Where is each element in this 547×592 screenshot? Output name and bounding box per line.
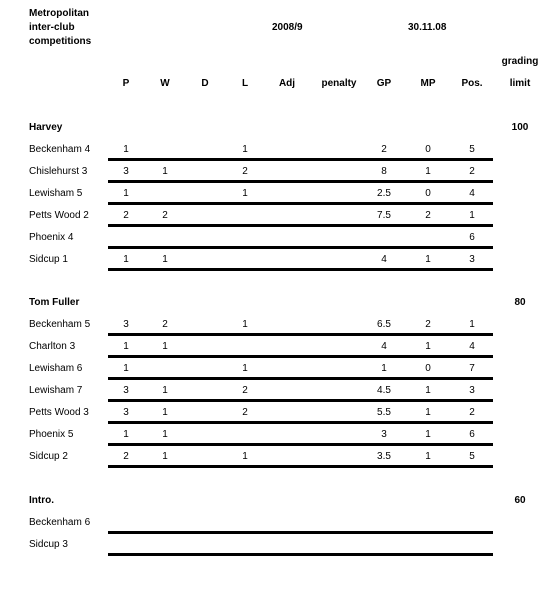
season-label: 2008/9	[272, 22, 303, 33]
title-line-1: Metropolitan	[29, 8, 89, 19]
cell-l: 1	[242, 319, 248, 330]
team-name: Lewisham 6	[29, 363, 83, 374]
column-header-w: W	[160, 78, 170, 89]
cell-pos: 6	[469, 429, 475, 440]
cell-mp: 0	[425, 188, 431, 199]
row-divider	[108, 224, 493, 227]
cell-gp: 5.5	[377, 407, 391, 418]
row-divider	[108, 158, 493, 161]
title-line-2: inter-club	[29, 22, 75, 33]
cell-pos: 5	[469, 144, 475, 155]
team-name: Charlton 3	[29, 341, 76, 352]
cell-p: 1	[123, 363, 129, 374]
cell-p: 1	[123, 254, 129, 265]
cell-pos: 5	[469, 451, 475, 462]
cell-gp: 3	[381, 429, 387, 440]
row-divider	[108, 443, 493, 446]
column-header-pos: Pos.	[461, 78, 483, 89]
cell-p: 2	[123, 210, 129, 221]
team-name: Lewisham 7	[29, 385, 83, 396]
grading-limit: 80	[514, 297, 526, 308]
cell-p: 1	[123, 188, 129, 199]
grading-limit: 60	[514, 495, 526, 506]
column-header-d: D	[201, 78, 209, 89]
row-divider	[108, 355, 493, 358]
cell-mp: 0	[425, 363, 431, 374]
cell-l: 1	[242, 451, 248, 462]
team-name: Beckenham 4	[29, 144, 91, 155]
row-divider	[108, 465, 493, 468]
row-divider	[108, 399, 493, 402]
grading-limit: 100	[511, 122, 529, 133]
team-name: Phoenix 4	[29, 232, 74, 243]
title-line-3: competitions	[29, 36, 92, 47]
team-name: Sidcup 2	[29, 451, 68, 462]
cell-p: 3	[123, 407, 129, 418]
cell-mp: 1	[425, 451, 431, 462]
cell-mp: 2	[425, 210, 431, 221]
cell-w: 1	[162, 451, 168, 462]
cell-pos: 3	[469, 254, 475, 265]
cell-w: 1	[162, 407, 168, 418]
cell-pos: 1	[469, 210, 475, 221]
team-name: Beckenham 6	[29, 517, 91, 528]
row-divider	[108, 553, 493, 556]
cell-pos: 1	[469, 319, 475, 330]
cell-gp: 2.5	[377, 188, 391, 199]
cell-p: 3	[123, 385, 129, 396]
column-header-p: P	[122, 78, 130, 89]
cell-gp: 4.5	[377, 385, 391, 396]
cell-l: 1	[242, 188, 248, 199]
cell-gp: 3.5	[377, 451, 391, 462]
cell-mp: 1	[425, 254, 431, 265]
row-divider	[108, 246, 493, 249]
cell-l: 1	[242, 144, 248, 155]
team-name: Chislehurst 3	[29, 166, 88, 177]
cell-pos: 4	[469, 188, 475, 199]
team-name: Phoenix 5	[29, 429, 74, 440]
cell-gp: 8	[381, 166, 387, 177]
cell-l: 2	[242, 385, 248, 396]
cell-pos: 2	[469, 166, 475, 177]
row-divider	[108, 377, 493, 380]
team-name: Petts Wood 3	[29, 407, 89, 418]
cell-gp: 1	[381, 363, 387, 374]
cell-gp: 4	[381, 254, 387, 265]
section-title: Harvey	[29, 122, 63, 133]
cell-pos: 4	[469, 341, 475, 352]
cell-pos: 3	[469, 385, 475, 396]
cell-p: 1	[123, 429, 129, 440]
cell-w: 1	[162, 254, 168, 265]
cell-p: 1	[123, 341, 129, 352]
row-divider	[108, 421, 493, 424]
cell-pos: 7	[469, 363, 475, 374]
cell-mp: 1	[425, 341, 431, 352]
row-divider	[108, 268, 493, 271]
cell-mp: 1	[425, 407, 431, 418]
cell-w: 2	[162, 319, 168, 330]
team-name: Petts Wood 2	[29, 210, 89, 221]
team-name: Sidcup 1	[29, 254, 68, 265]
cell-gp: 4	[381, 341, 387, 352]
column-header-mp: MP	[420, 78, 436, 89]
cell-p: 3	[123, 319, 129, 330]
cell-pos: 2	[469, 407, 475, 418]
cell-p: 1	[123, 144, 129, 155]
cell-mp: 2	[425, 319, 431, 330]
row-divider	[108, 333, 493, 336]
column-header-gp: GP	[376, 78, 392, 89]
date-label: 30.11.08	[408, 22, 447, 33]
cell-pos: 6	[469, 232, 475, 243]
cell-w: 1	[162, 341, 168, 352]
cell-w: 2	[162, 210, 168, 221]
cell-mp: 0	[425, 144, 431, 155]
cell-mp: 1	[425, 429, 431, 440]
team-name: Lewisham 5	[29, 188, 83, 199]
column-header-adj: Adj	[278, 78, 296, 89]
cell-mp: 1	[425, 385, 431, 396]
cell-l: 2	[242, 407, 248, 418]
cell-l: 2	[242, 166, 248, 177]
row-divider	[108, 531, 493, 534]
cell-p: 3	[123, 166, 129, 177]
cell-w: 1	[162, 385, 168, 396]
row-divider	[108, 180, 493, 183]
column-header-limit: limit	[509, 78, 531, 89]
column-header-penalty: penalty	[321, 78, 357, 89]
cell-gp: 2	[381, 144, 387, 155]
cell-gp: 6.5	[377, 319, 391, 330]
row-divider	[108, 202, 493, 205]
section-title: Intro.	[29, 495, 54, 506]
cell-w: 1	[162, 166, 168, 177]
column-header-l: L	[241, 78, 249, 89]
cell-l: 1	[242, 363, 248, 374]
cell-w: 1	[162, 429, 168, 440]
cell-mp: 1	[425, 166, 431, 177]
section-title: Tom Fuller	[29, 297, 80, 308]
cell-gp: 7.5	[377, 210, 391, 221]
team-name: Beckenham 5	[29, 319, 91, 330]
grading-label: grading	[501, 56, 539, 67]
cell-p: 2	[123, 451, 129, 462]
team-name: Sidcup 3	[29, 539, 68, 550]
